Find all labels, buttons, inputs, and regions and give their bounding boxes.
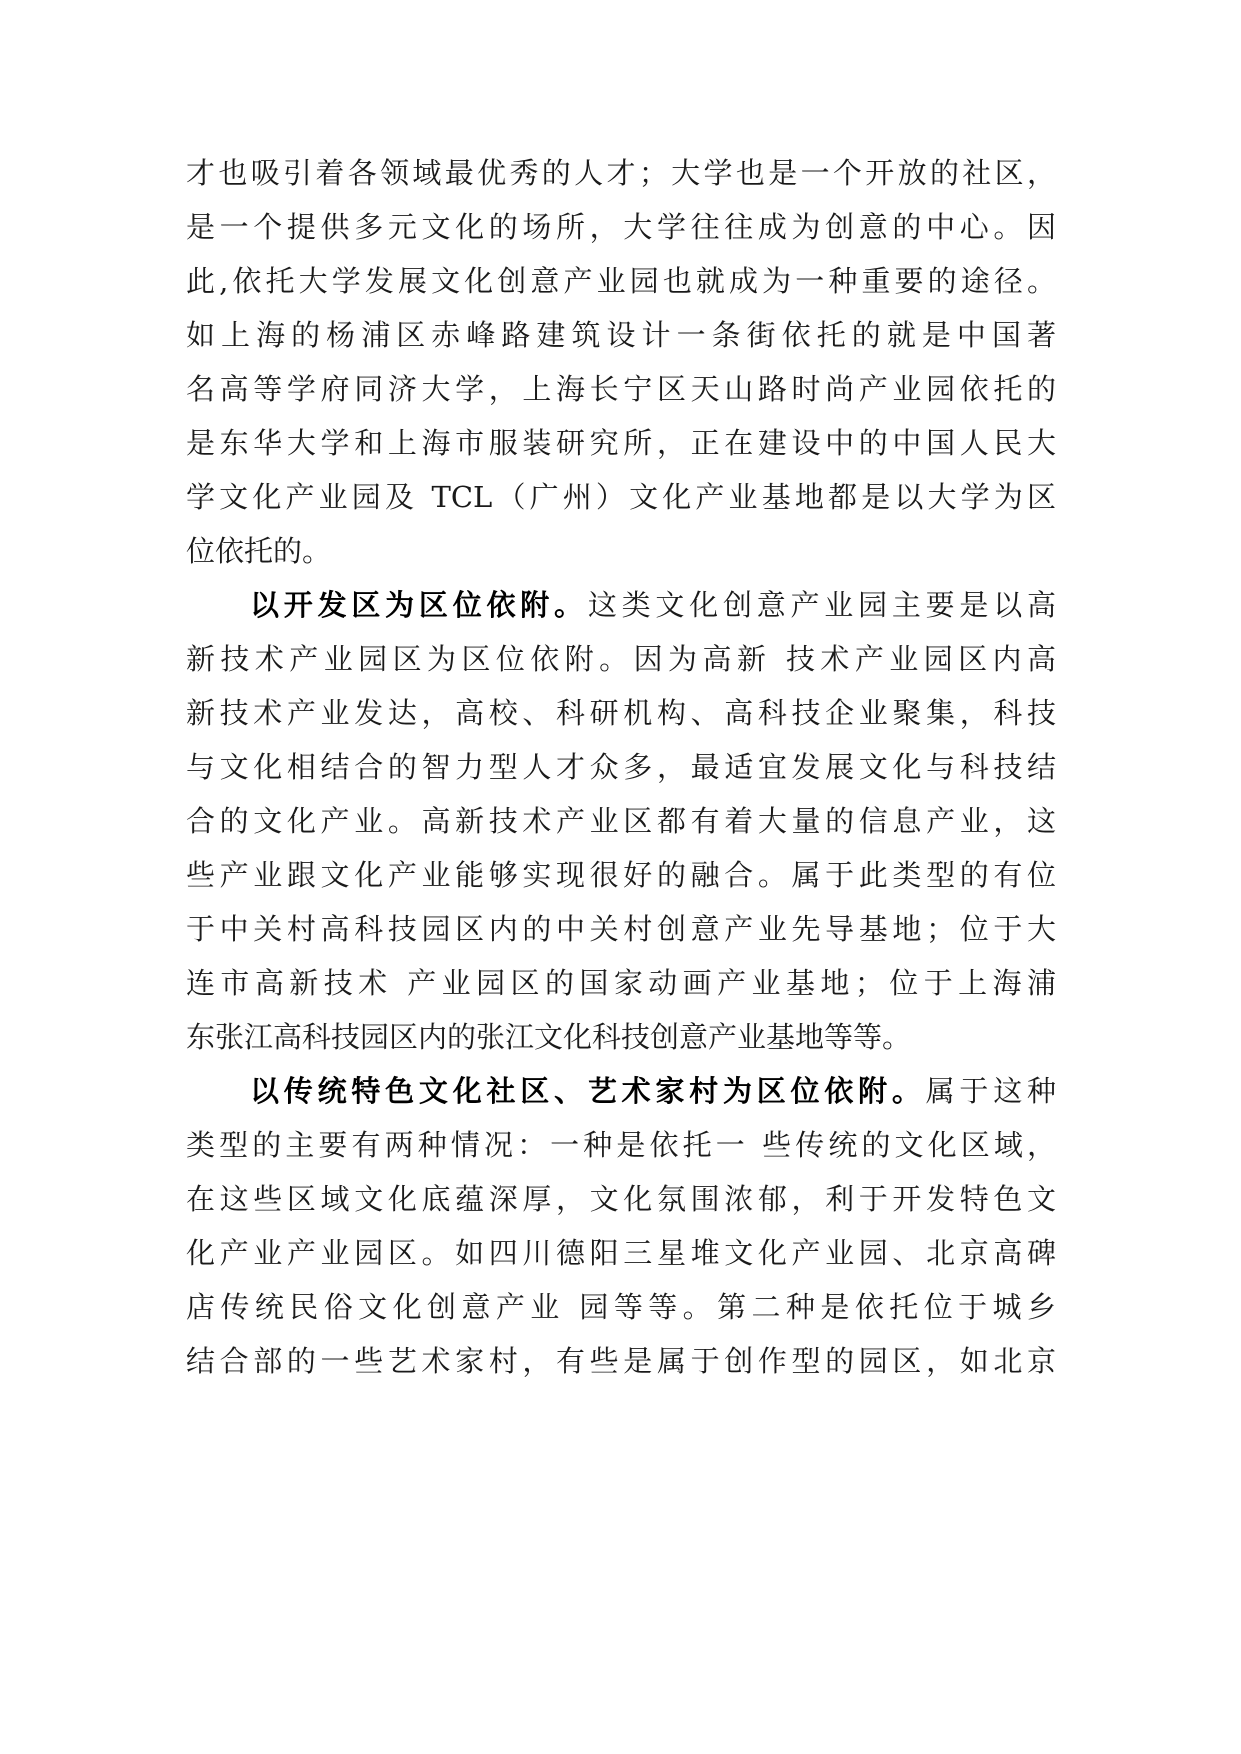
body-text-line: 合的文化产业。高新技术产业区都有着大量的信息产业，这 xyxy=(186,804,1056,838)
body-text-line: 位依托的。 xyxy=(186,534,332,568)
paragraph-text: 属于这种 xyxy=(925,1074,1056,1108)
body-text-line: 如上海的杨浦区赤峰路建筑设计一条街依托的就是中国著 xyxy=(186,318,1056,352)
body-text-line: 东张江高科技园区内的张江文化科技创意产业基地等等。 xyxy=(186,1020,912,1054)
body-text-line: 类型的主要有两种情况：一种是依托一 些传统的文化区域， xyxy=(186,1128,1056,1162)
body-text-line: 在这些区域文化底蕴深厚，文化氛围浓郁，利于开发特色文 xyxy=(186,1182,1056,1216)
body-text-line: 新技术产业发达，高校、科研机构、高科技企业聚集，科技 xyxy=(186,696,1056,730)
paragraph-first-line xyxy=(250,1071,1056,1111)
body-text-line: 结合部的一些艺术家村，有些是属于创作型的园区，如北京 xyxy=(186,1344,1056,1378)
body-text-line: 于中关村高科技园区内的中关村创意产业先导基地；位于大 xyxy=(186,912,1056,946)
body-text-line: 店传统民俗文化创意产业 园等等。第二种是依托位于城乡 xyxy=(186,1290,1056,1324)
body-text-line: 学文化产业园及 TCL（广州）文化产业基地都是以大学为区 xyxy=(186,480,1056,514)
body-text-line: 名高等学府同济大学，上海长宁区天山路时尚产业园依托的 xyxy=(186,372,1056,406)
paragraph-heading: 以传统特色文化社区、艺术家村为区位依附。 xyxy=(250,1074,926,1108)
body-text-line: 些产业跟文化产业能够实现很好的融合。属于此类型的有位 xyxy=(186,858,1056,892)
body-text-line: 化产业产业园区。如四川德阳三星堆文化产业园、北京高碑 xyxy=(186,1236,1056,1270)
paragraph-first-line xyxy=(250,585,1056,625)
body-text-line: 连市高新技术 产业园区的国家动画产业基地；位于上海浦 xyxy=(186,966,1056,1000)
body-text-line: 与文化相结合的智力型人才众多，最适宜发展文化与科技结 xyxy=(186,750,1056,784)
paragraph-text: 这类文化创意产业园主要是以高 xyxy=(587,588,1056,622)
body-text-line: 是一个提供多元文化的场所，大学往往成为创意的中心。因 xyxy=(186,210,1056,244)
body-text-line: 才也吸引着各领域最优秀的人才；大学也是一个开放的社区， xyxy=(186,156,1056,190)
body-text-line: 此,依托大学发展文化创意产业园也就成为一种重要的途径。 xyxy=(186,264,1056,298)
body-text-line: 是东华大学和上海市服装研究所，正在建设中的中国人民大 xyxy=(186,426,1056,460)
paragraph-heading: 以开发区为区位依附。 xyxy=(250,588,588,622)
body-text-line: 新技术产业园区为区位依附。因为高新 技术产业园区内高 xyxy=(186,642,1056,676)
